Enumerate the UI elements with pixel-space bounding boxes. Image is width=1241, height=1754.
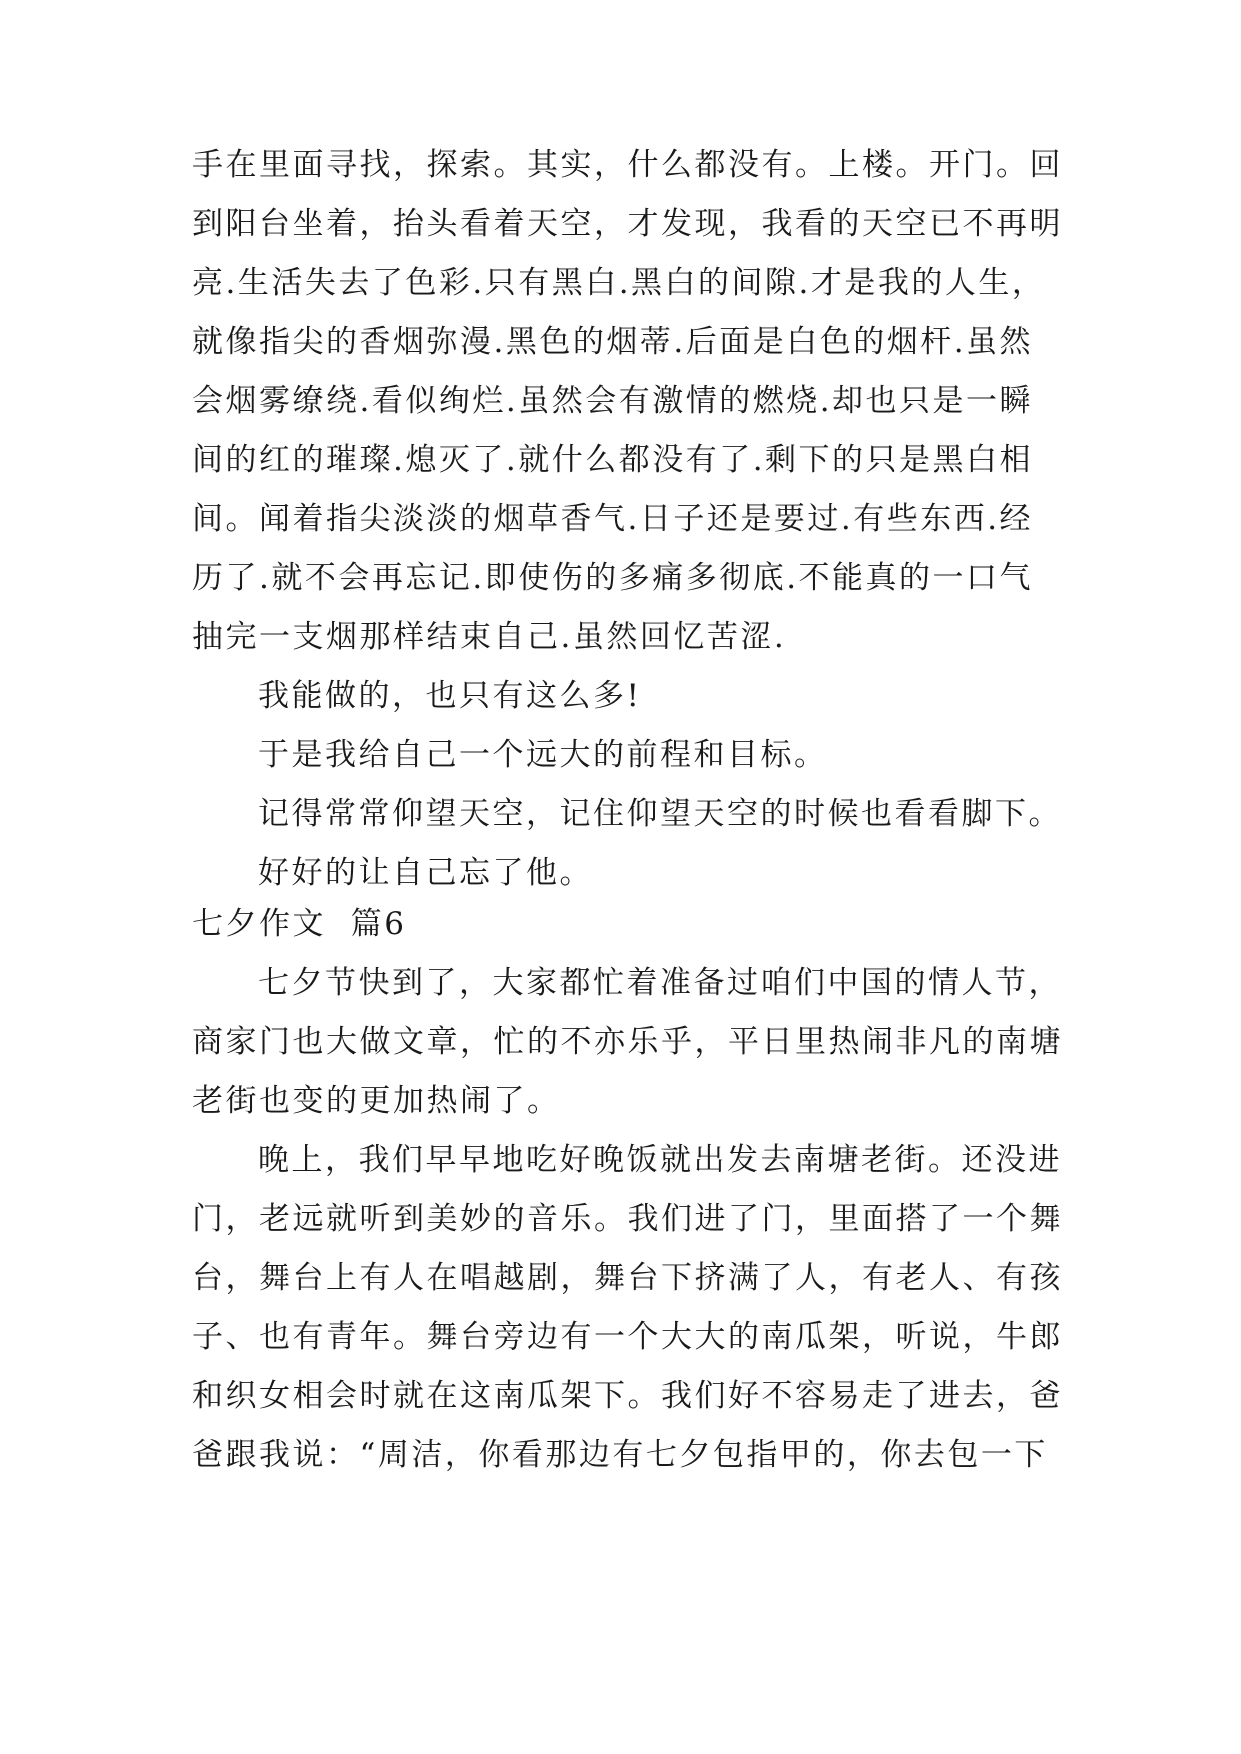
essay-section-b: [192, 895, 1072, 1485]
text-line: 门，老远就听到美妙的音乐。我们进了门，里面搭了一个舞: [192, 1201, 1063, 1237]
essay-title: 七夕作文 篇6: [192, 906, 407, 942]
text-line: 台，舞台上有人在唱越剧，舞台下挤满了人，有老人、有孩: [192, 1260, 1063, 1296]
essay-section-a: [192, 136, 1072, 903]
text-line: 商家门也大做文章，忙的不亦乐乎，平日里热闹非凡的南塘: [192, 1024, 1063, 1060]
text-line: 七夕节快到了，大家都忙着准备过咱们中国的情人节，: [258, 965, 1062, 1001]
text-line: 间。闻着指尖淡淡的烟草香气.日子还是要过.有些东西.经: [192, 501, 1034, 537]
text-line: 老街也变的更加热闹了。: [192, 1083, 561, 1119]
text-line: 爸跟我说：“周洁，你看那边有七夕包指甲的，你去包一下: [192, 1437, 1048, 1473]
text-line: 到阳台坐着，抬头看着天空，才发现，我看的天空已不再明: [192, 206, 1063, 242]
paragraph-qixi-coming: [192, 954, 1072, 1131]
text-line: 手在里面寻找，探索。其实，什么都没有。上楼。开门。回: [192, 147, 1063, 183]
text-line: 历了.就不会再忘记.即使伤的多痛多彻底.不能真的一口气: [192, 560, 1034, 596]
paragraph-forget-him: 好好的让自己忘了他。: [258, 855, 593, 891]
text-line: 亮.生活失去了色彩.只有黑白.黑白的间隙.才是我的人生，: [192, 265, 1046, 301]
paragraph-look-at-sky: 记得常常仰望天空，记住仰望天空的时候也看看脚下。: [258, 796, 1062, 832]
text-line: 和织女相会时就在这南瓜架下。我们好不容易走了进去，爸: [192, 1378, 1063, 1414]
text-line: 间的红的璀璨.熄灭了.就什么都没有了.剩下的只是黑白相: [192, 442, 1034, 478]
text-line: 就像指尖的香烟弥漫.黑色的烟蒂.后面是白色的烟杆.虽然: [192, 324, 1034, 360]
paragraph-cigarette-reflection: [192, 136, 1072, 667]
text-line: 晚上，我们早早地吃好晚饭就出发去南塘老街。还没进: [258, 1142, 1062, 1178]
text-line: 子、也有青年。舞台旁边有一个大大的南瓜架，听说，牛郎: [192, 1319, 1063, 1355]
paragraph-all-i-can-do: 我能做的，也只有这么多!: [258, 678, 642, 714]
text-line: 会烟雾缭绕.看似绚烂.虽然会有激情的燃烧.却也只是一瞬: [192, 383, 1034, 419]
text-line: 抽完一支烟那样结束自己.虽然回忆苦涩.: [192, 619, 787, 655]
paragraph-goal: 于是我给自己一个远大的前程和目标。: [258, 737, 828, 773]
paragraph-evening-old-street: [192, 1131, 1072, 1485]
